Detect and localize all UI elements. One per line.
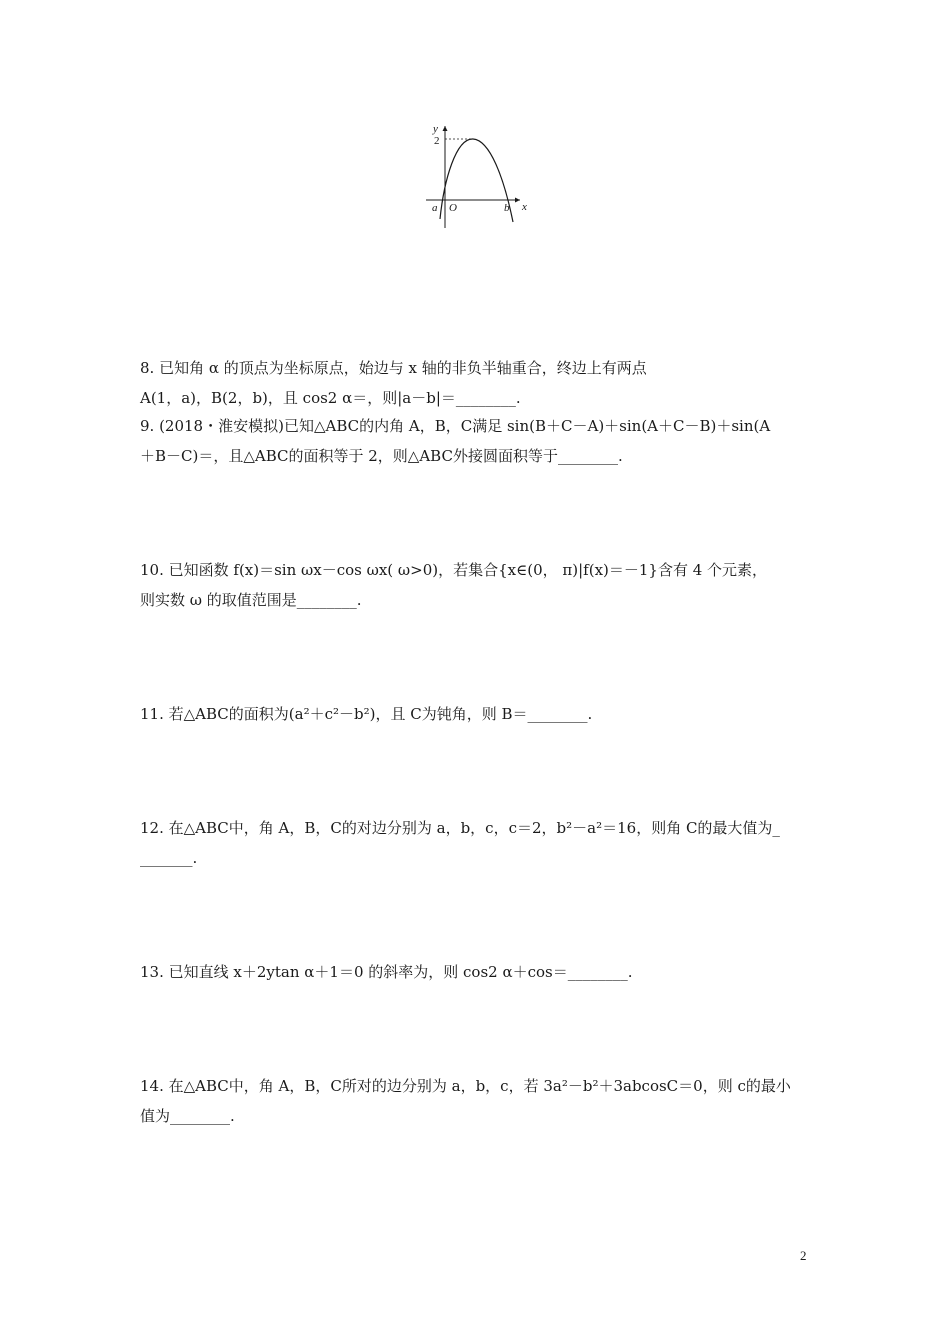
problem-9 bbox=[140, 411, 812, 471]
problem-10 bbox=[140, 555, 812, 615]
problem-line: 11. 若△ABC的面积为(a²＋c²－b²)，且 C为钝角，则 B＝________. bbox=[140, 705, 593, 723]
problem-8 bbox=[140, 353, 812, 413]
problem-line: 14. 在△ABC中，角 A，B，C所对的边分别为 a，b，c，若 3a²－b²＋3abcosC＝0，则 c的最小 bbox=[140, 1077, 791, 1095]
problem-14 bbox=[140, 1071, 812, 1131]
x-axis-arrow bbox=[515, 198, 520, 203]
problem-line: 则实数 ω 的取值范围是________. bbox=[140, 591, 362, 609]
problem-line: _______. bbox=[140, 849, 198, 867]
y-tick-label: 2 bbox=[434, 135, 440, 147]
a-label: a bbox=[432, 202, 438, 214]
b-label: b bbox=[504, 202, 510, 214]
problem-13 bbox=[140, 957, 812, 987]
page-number: 2 bbox=[800, 1248, 807, 1263]
problem-line: A(1，a)，B(2，b)，且 cos2 α＝，则|a－b|＝________. bbox=[140, 389, 521, 407]
problem-11 bbox=[140, 699, 812, 729]
problem-line: ＋B－C)＝，且△ABC的面积等于 2，则△ABC外接圆面积等于________. bbox=[140, 447, 623, 465]
problem-line: 10. 已知函数 f(x)＝sin ωx－cos ωx( ω>0)，若集合{x∈(0， π)|f(x)＝－1}含有 4 个元素， bbox=[140, 561, 768, 579]
function-graph bbox=[420, 118, 532, 230]
problem-line: 值为________. bbox=[140, 1107, 235, 1125]
problem-12 bbox=[140, 813, 812, 873]
y-axis-label: y bbox=[433, 123, 438, 135]
problem-line: 9. (2018・淮安模拟)已知△ABC的内角 A，B，C满足 sin(B＋C－A)＋sin(A＋C－B)＋sin(A bbox=[140, 417, 771, 435]
problem-line: 8. 已知角 α 的顶点为坐标原点，始边与 x 轴的非负半轴重合，终边上有两点 bbox=[140, 359, 647, 377]
problem-line: 12. 在△ABC中，角 A，B，C的对边分别为 a，b，c，c＝2，b²－a²＝16，则角 C的最大值为_ bbox=[140, 819, 780, 837]
origin-label: O bbox=[449, 202, 457, 214]
x-axis-label: x bbox=[522, 201, 527, 213]
y-axis-arrow bbox=[443, 126, 448, 131]
problem-line: 13. 已知直线 x＋2ytan α＋1＝0 的斜率为，则 cos2 α＋cos＝________. bbox=[140, 963, 633, 981]
